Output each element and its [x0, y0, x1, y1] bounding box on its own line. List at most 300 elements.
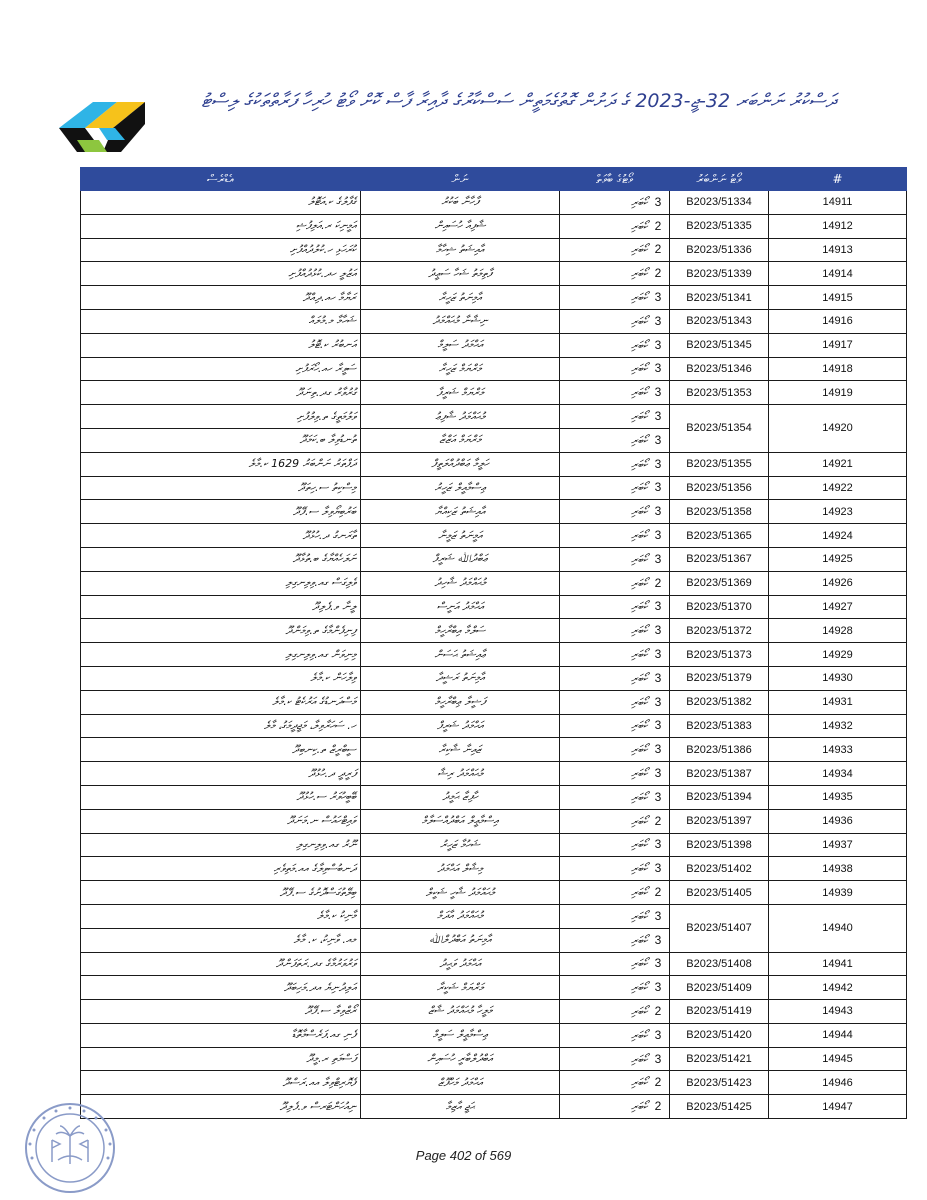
type-label: ކޯބަރި	[631, 1004, 648, 1018]
row-address: ރަޔާމާ ހއ.ދިއްދޫ	[81, 286, 361, 310]
type-number: 3	[654, 456, 662, 471]
table-row	[81, 286, 907, 310]
row-registration-number: B2023/51345	[670, 333, 769, 357]
type-label: ކޯބަރި	[631, 957, 648, 971]
type-number: 3	[654, 480, 662, 495]
row-type-cell	[560, 666, 670, 690]
row-registration-number: B2023/51335	[670, 214, 769, 238]
row-number: 14938	[769, 857, 907, 881]
row-address: ޝަހާމާ މ.މުލައް	[81, 309, 361, 333]
row-registration-number: B2023/51353	[670, 381, 769, 405]
type-number: 3	[654, 290, 662, 305]
type-label: ކޯބަރި	[631, 291, 648, 305]
row-address: ވެލިގަސް ގއ.ވިލިނގިލި	[81, 571, 361, 595]
row-address: ގެފާލުގެ ކ.އަޓޮލު	[81, 191, 361, 215]
type-label: ކޯބަރި	[631, 671, 648, 685]
type-label: ކޯބަރި	[631, 981, 648, 995]
type-label: ކޯބަރި	[631, 576, 648, 590]
table-row	[81, 1047, 907, 1071]
table-row	[81, 452, 907, 476]
row-name: އާމިނަތު އަބްދުލްﷲ	[361, 928, 560, 952]
row-number: 14944	[769, 1023, 907, 1047]
type-label: ކޯބަރި	[631, 624, 648, 638]
type-label: ކޯބަރި	[631, 362, 648, 376]
row-address: ވައިޓްހައުސް ނ.މަނަދޫ	[81, 809, 361, 833]
column-header-address: އެޑްރެސް	[81, 168, 361, 191]
row-registration-number: B2023/51372	[670, 619, 769, 643]
row-name: އަޙްމަދު މަހްފޫޒް	[361, 1071, 560, 1095]
type-label: ކޯބަރި	[631, 1028, 648, 1042]
row-name: ޢިސްމާޢީލް ސަލީމް	[361, 1023, 560, 1047]
type-label: ކޯބަރި	[631, 457, 648, 471]
type-number: 3	[654, 956, 662, 971]
ministry-logo-icon	[55, 94, 151, 158]
row-registration-number: B2023/51420	[670, 1023, 769, 1047]
row-number: 14935	[769, 785, 907, 809]
row-registration-number: B2023/51386	[670, 738, 769, 762]
type-number: 3	[654, 1051, 662, 1066]
table-row	[81, 619, 907, 643]
row-address: ނިއުހަންޓަރސް ވ.ފެލިދޫ	[81, 1095, 361, 1119]
type-number: 3	[654, 623, 662, 638]
row-address: އަލިދުނިޔެ އދ.މަހިބަދޫ	[81, 976, 361, 1000]
type-label: ކޯބަރި	[631, 195, 648, 209]
row-number: 14923	[769, 500, 907, 524]
type-number: 3	[654, 361, 662, 376]
row-type-cell	[560, 428, 670, 452]
row-registration-number: B2023/51355	[670, 452, 769, 476]
table-row	[81, 666, 907, 690]
table-header-row	[81, 168, 907, 191]
row-address: ހ. ސަހަރާވިލާ، މަޖީދީމަގު، މާލެ	[81, 714, 361, 738]
type-label: ކޯބަރި	[631, 505, 648, 519]
row-registration-number: B2023/51402	[670, 857, 769, 881]
row-number: 14931	[769, 690, 907, 714]
type-number: 2	[654, 813, 662, 828]
type-number: 2	[654, 575, 662, 590]
row-registration-number: B2023/51405	[670, 881, 769, 905]
row-name: އާމިނަތު ޒަހީރާ	[361, 286, 560, 310]
row-number: 14927	[769, 595, 907, 619]
row-name: އިސްމާޢީލް އަބްދުއްސަލާމް	[361, 809, 560, 833]
row-type-cell	[560, 524, 670, 548]
row-type-cell	[560, 809, 670, 833]
type-label: ކޯބަރި	[631, 695, 648, 709]
row-address: ނަލަހެއްޔާގެ ބ.ތުޅާދޫ	[81, 547, 361, 571]
row-type-cell	[560, 571, 670, 595]
row-address: އަމީނިކަ ރ.އަލިފުޝި	[81, 214, 361, 238]
row-name: ފަޟީލާ ޢިބްރާހީމް	[361, 690, 560, 714]
row-number: 14914	[769, 262, 907, 286]
type-number: 2	[654, 1003, 662, 1018]
row-name: އަބްދުލްބާރީ ހުސައިން	[361, 1047, 560, 1071]
type-label: ކޯބަރި	[631, 600, 648, 614]
type-number: 3	[654, 908, 662, 923]
row-type-cell	[560, 952, 670, 976]
row-number: 14940	[769, 904, 907, 952]
table-row	[81, 714, 907, 738]
table-row	[81, 881, 907, 905]
row-type-cell	[560, 904, 670, 928]
type-label: ކޯބަރި	[631, 386, 648, 400]
row-registration-number: B2023/51425	[670, 1095, 769, 1119]
row-name: ފާތިމަތު ޝަހާ ސަޢީދު	[361, 262, 560, 286]
row-registration-number: B2023/51370	[670, 595, 769, 619]
table-row	[81, 238, 907, 262]
row-type-cell	[560, 1023, 670, 1047]
row-address: ފެނި ގއ.ފަރެސްމާތޮޑާ	[81, 1023, 361, 1047]
type-number: 3	[654, 837, 662, 852]
row-address: ސީބްރީޒް ތ.ކިނބިދޫ	[81, 738, 361, 762]
type-number: 3	[654, 718, 662, 733]
government-seal-icon	[22, 1100, 118, 1196]
table-row	[81, 952, 907, 976]
row-number: 14946	[769, 1071, 907, 1095]
row-registration-number: B2023/51346	[670, 357, 769, 381]
column-header-number: #	[769, 168, 907, 191]
type-number: 3	[654, 694, 662, 709]
row-registration-number: B2023/51423	[670, 1071, 769, 1095]
row-number: 14922	[769, 476, 907, 500]
type-label: ކޯބަރި	[631, 529, 648, 543]
row-type-cell	[560, 476, 670, 500]
type-number: 3	[654, 861, 662, 876]
row-address: ފިނިފެންމާގެ ތ.ވިމަންދޫ	[81, 619, 361, 643]
table-row	[81, 976, 907, 1000]
row-address: މިސްކިތު ސ.ހިތަދޫ	[81, 476, 361, 500]
row-number: 14939	[769, 881, 907, 905]
type-number: 3	[654, 670, 662, 685]
row-name: ޒައިނާ ޝާކިރާ	[361, 738, 560, 762]
type-label: ކޯބަރި	[631, 648, 648, 662]
row-address: ފަސްމަތި ރ.މީދޫ	[81, 1047, 361, 1071]
row-number: 14918	[769, 357, 907, 381]
row-address: ދަނބުސްވިލާގެ އއ.މަތިވެރި	[81, 857, 361, 881]
table-row	[81, 809, 907, 833]
type-label: ކޯބަރި	[631, 481, 648, 495]
table-row	[81, 1095, 907, 1119]
row-name: ސަލްމާ އިބްރާހީމް	[361, 619, 560, 643]
type-label: ކޯބަރި	[631, 552, 648, 566]
type-number: 3	[654, 504, 662, 519]
type-label: ކޯބަރި	[631, 814, 648, 828]
row-type-cell	[560, 762, 670, 786]
column-header-name: ނަން	[361, 168, 560, 191]
row-type-cell	[560, 857, 670, 881]
row-name: ޝާފިއާ ހުސައިން	[361, 214, 560, 238]
table-row	[81, 571, 907, 595]
row-type-cell	[560, 1000, 670, 1024]
row-address: މާނިކު ކ.މާލެ	[81, 904, 361, 928]
type-number: 2	[654, 266, 662, 281]
table-row	[81, 738, 907, 762]
table-row	[81, 524, 907, 548]
row-name: މަލީހާ މުޙައްމަދު ޝާޒް	[361, 1000, 560, 1024]
row-name: އަޙްމަދު ޝަރީފް	[361, 714, 560, 738]
table-row	[81, 1071, 907, 1095]
row-registration-number: B2023/51383	[670, 714, 769, 738]
row-name: ޝަހުމާ ޒަހީރު	[361, 833, 560, 857]
type-number: 2	[654, 885, 662, 899]
type-label: ކޯބަރި	[631, 886, 648, 899]
row-type-cell	[560, 785, 670, 809]
type-number: 2	[654, 1099, 662, 1114]
row-address: ލީނާ ވ.ފެލިދޫ	[81, 595, 361, 619]
type-label: ކޯބަރި	[631, 243, 648, 257]
row-registration-number: B2023/51373	[670, 643, 769, 667]
table-body	[81, 191, 907, 1119]
table-row	[81, 785, 907, 809]
row-registration-number: B2023/51382	[670, 690, 769, 714]
row-name: އަޙްމަދު ސަލީމް	[361, 333, 560, 357]
row-type-cell	[560, 833, 670, 857]
applicants-table	[80, 167, 907, 1119]
type-label: ކޯބަރި	[631, 743, 648, 757]
row-registration-number: B2023/51354	[670, 405, 769, 453]
row-address: ތާރަނގު ދ.ހުޅުދޫ	[81, 524, 361, 548]
row-registration-number: B2023/51341	[670, 286, 769, 310]
row-name: މަރްޔަމް ޒަހީރާ	[361, 357, 560, 381]
row-address: ބަރުބިޔޯވިލާ ސ.ފޭދޫ	[81, 500, 361, 524]
row-type-cell	[560, 238, 670, 262]
row-registration-number: B2023/51398	[670, 833, 769, 857]
table-row	[81, 643, 907, 667]
row-number: 14926	[769, 571, 907, 595]
row-name: އާއިޝަތު ޒަކިއްޔާ	[361, 500, 560, 524]
row-name: ޢިސްމާއީލް ޒަހީރު	[361, 476, 560, 500]
row-number: 14943	[769, 1000, 907, 1024]
type-number: 3	[654, 647, 662, 662]
row-name: މަރްޔަމް ޝަކީރާ	[361, 976, 560, 1000]
row-type-cell	[560, 1095, 670, 1119]
type-number: 2	[654, 218, 662, 233]
row-registration-number: B2023/51334	[670, 191, 769, 215]
row-type-cell	[560, 191, 670, 215]
row-registration-number: B2023/51407	[670, 904, 769, 952]
row-address: ސަވީރާ ހއ.ހޯރަފުށި	[81, 357, 361, 381]
table-row	[81, 357, 907, 381]
row-number: 14932	[769, 714, 907, 738]
type-label: ކޯބަރި	[631, 433, 648, 447]
row-name: ފާހާނާ ބަކުރު	[361, 191, 560, 215]
row-type-cell	[560, 714, 670, 738]
table-row	[81, 762, 907, 786]
row-number: 14921	[769, 452, 907, 476]
row-name: މުޙައްމަދު ޝާފިޢު	[361, 405, 560, 429]
row-name: ޢަބްދުﷲ ޝަރީފް	[361, 547, 560, 571]
type-number: 2	[654, 242, 662, 257]
type-label: ކޯބަރި	[631, 790, 648, 804]
row-number: 14934	[769, 762, 907, 786]
row-address: ތުނޑުވިލާ ބ.ކަމަދޫ	[81, 428, 361, 452]
row-address: ވަރުވަރުމާގެ ގދ.ރަތަފަންދޫ	[81, 952, 361, 976]
type-label: ކޯބަރި	[631, 1100, 648, 1114]
row-registration-number: B2023/51394	[670, 785, 769, 809]
type-number: 3	[654, 932, 662, 947]
type-label: ކޯބަރި	[631, 410, 648, 424]
row-address: ބިލޭތުގަސްދޮށުގެ ސ.ފޭދޫ	[81, 881, 361, 905]
type-label: ކޯބަރި	[631, 1052, 648, 1066]
row-name: މިޝާލް އަޙްމަދު	[361, 857, 560, 881]
row-number: 14941	[769, 952, 907, 976]
column-header-registration: ވޯޓު ނަންބަރު	[670, 168, 769, 191]
row-address: މިނިވަން ގއ.ވިލިނގިލި	[81, 643, 361, 667]
table-row	[81, 405, 907, 429]
page-number: Page 402 of 569	[415, 1148, 512, 1163]
row-address: އަޒުލީ ހދ.ކުޅުދުއްފުށި	[81, 262, 361, 286]
row-registration-number: B2023/51356	[670, 476, 769, 500]
row-name: އާއިޝަތު ޝިހާމާ	[361, 238, 560, 262]
row-number: 14920	[769, 405, 907, 453]
row-address: ގުރުވާރު ގދ.ތިނަދޫ	[81, 381, 361, 405]
table-row	[81, 690, 907, 714]
row-registration-number: B2023/51397	[670, 809, 769, 833]
type-number: 3	[654, 789, 662, 804]
table-row	[81, 262, 907, 286]
row-type-cell	[560, 547, 670, 571]
row-type-cell	[560, 286, 670, 310]
row-address: ކުރަހަޅި ހ.ކުލުދުއްފުށި	[81, 238, 361, 262]
row-address: އަނބުރު ކ.ޓޮލު	[81, 333, 361, 357]
row-type-cell	[560, 309, 670, 333]
row-number: 14928	[769, 619, 907, 643]
row-number: 14916	[769, 309, 907, 333]
type-label: ކޯބަރި	[631, 219, 648, 233]
row-type-cell	[560, 262, 670, 286]
row-number: 14925	[769, 547, 907, 571]
row-name: މުޙައްމަދު ރިޝާ	[361, 762, 560, 786]
row-registration-number: B2023/51408	[670, 952, 769, 976]
row-number: 14911	[769, 191, 907, 215]
row-address: ދަފްތަރު ނަންބަރު 1629 ކ.މާލެ	[81, 452, 361, 476]
type-number: 3	[654, 528, 662, 543]
type-number: 3	[654, 194, 662, 209]
row-number: 14929	[769, 643, 907, 667]
type-label: ކޯބަރި	[631, 338, 648, 352]
table-row	[81, 191, 907, 215]
type-number: 3	[654, 409, 662, 424]
row-number: 14915	[769, 286, 907, 310]
type-number: 2	[654, 1075, 662, 1090]
row-registration-number: B2023/51339	[670, 262, 769, 286]
row-type-cell	[560, 333, 670, 357]
type-label: ކޯބަރި	[631, 862, 648, 876]
type-number: 3	[654, 313, 662, 328]
row-number: 14937	[769, 833, 907, 857]
row-type-cell	[560, 1047, 670, 1071]
row-name: އާމިނަތު ރަޝީދާ	[361, 666, 560, 690]
row-address: ފަރީދީ ދ.ހުޅުދޫ	[81, 762, 361, 786]
table-row	[81, 833, 907, 857]
row-registration-number: B2023/51367	[670, 547, 769, 571]
type-label: ކޯބަރި	[631, 267, 648, 281]
row-registration-number: B2023/51358	[670, 500, 769, 524]
table-row	[81, 333, 907, 357]
row-name: މުޙައްމަދު ޝާހީ ޝަކީލް	[361, 881, 560, 905]
row-type-cell	[560, 595, 670, 619]
row-name: އަމީނަތު ޒަމީނާ	[361, 524, 560, 548]
table-row	[81, 1000, 907, 1024]
row-registration-number: B2023/51343	[670, 309, 769, 333]
row-address: ރޯޒްވިލާ ސ.ފޭދޫ	[81, 1000, 361, 1024]
row-number: 14936	[769, 809, 907, 833]
type-label: ކޯބަރި	[631, 933, 648, 947]
row-name: ޢާއިޝަތު ޙަސަން	[361, 643, 560, 667]
table-row	[81, 500, 907, 524]
row-registration-number: B2023/51387	[670, 762, 769, 786]
type-label: ކޯބަރި	[631, 909, 648, 923]
type-number: 3	[654, 1027, 662, 1042]
row-type-cell	[560, 405, 670, 429]
row-number: 14919	[769, 381, 907, 405]
page-title: ދަސްކުރު ނަންބަރ 32-ޖީ-2023 ގެ ދަށުން ގޮތުގެމަތީން ސަސްކާރުގެ ދާއިރާ ފާސް ކޮށް ވޯޓު ހުރިހާ ފަރާތްތަކުގެ ލިސްޓު	[201, 90, 836, 112]
type-number: 3	[654, 385, 662, 400]
row-name: ހާފިޒާ ޙަމީދު	[361, 785, 560, 809]
table-row	[81, 309, 907, 333]
row-address: މަސްދަނޑުގެ އަރުކެޓު ކ.މާލެ	[81, 690, 361, 714]
table-row	[81, 904, 907, 928]
row-type-cell	[560, 690, 670, 714]
row-name: މަރްޔަމް އަޒްޒާ	[361, 428, 560, 452]
row-number: 14942	[769, 976, 907, 1000]
row-address: ފެޔޮރިޓްވިލާ އއ.ރަސްދޫ	[81, 1071, 361, 1095]
row-registration-number: B2023/51421	[670, 1047, 769, 1071]
row-type-cell	[560, 452, 670, 476]
type-label: ކޯބަރި	[631, 767, 648, 781]
row-number: 14933	[769, 738, 907, 762]
row-name: މުޙައްމަދު އާދަމް	[361, 904, 560, 928]
type-number: 3	[654, 337, 662, 352]
row-name: މުޙައްމަދު ޝާހިދު	[361, 571, 560, 595]
row-name: ޙަޖީ އާޒިމާ	[361, 1095, 560, 1119]
row-number: 14945	[769, 1047, 907, 1071]
row-registration-number: B2023/51336	[670, 238, 769, 262]
row-number: 14917	[769, 333, 907, 357]
type-number: 3	[654, 980, 662, 995]
table-row	[81, 1023, 907, 1047]
type-label: ކޯބަރި	[631, 314, 648, 328]
row-number: 14912	[769, 214, 907, 238]
row-type-cell	[560, 643, 670, 667]
type-number: 3	[654, 551, 662, 566]
row-registration-number: B2023/51365	[670, 524, 769, 548]
row-address: ވިލާހަން ކ.މާލެ	[81, 666, 361, 690]
row-type-cell	[560, 976, 670, 1000]
table-row	[81, 547, 907, 571]
row-registration-number: B2023/51419	[670, 1000, 769, 1024]
type-number: 3	[654, 432, 662, 447]
type-label: ކޯބަރި	[631, 838, 648, 852]
type-number: 3	[654, 766, 662, 781]
row-type-cell	[560, 738, 670, 762]
row-number: 14913	[769, 238, 907, 262]
column-header-type: ވޯޓުގެ ބާވަތް	[560, 168, 670, 191]
row-name: އަޙްމަދު އަނީސް	[361, 595, 560, 619]
row-name: އަޙްމަދު ވަޙީދު	[361, 952, 560, 976]
row-type-cell	[560, 1071, 670, 1095]
row-type-cell	[560, 500, 670, 524]
row-name: ހަލީމާ ޢަބްދުއްލަތީފް	[361, 452, 560, 476]
type-number: 3	[654, 599, 662, 614]
row-type-cell	[560, 619, 670, 643]
row-address: މއ. ވާނިކު، ކ. މާލެ	[81, 928, 361, 952]
table-row	[81, 214, 907, 238]
row-type-cell	[560, 357, 670, 381]
row-number: 14947	[769, 1095, 907, 1119]
type-number: 3	[654, 742, 662, 757]
row-address: ބޭބީހުވަރު ސ.ހުޅުދޫ	[81, 785, 361, 809]
row-number: 14930	[769, 666, 907, 690]
